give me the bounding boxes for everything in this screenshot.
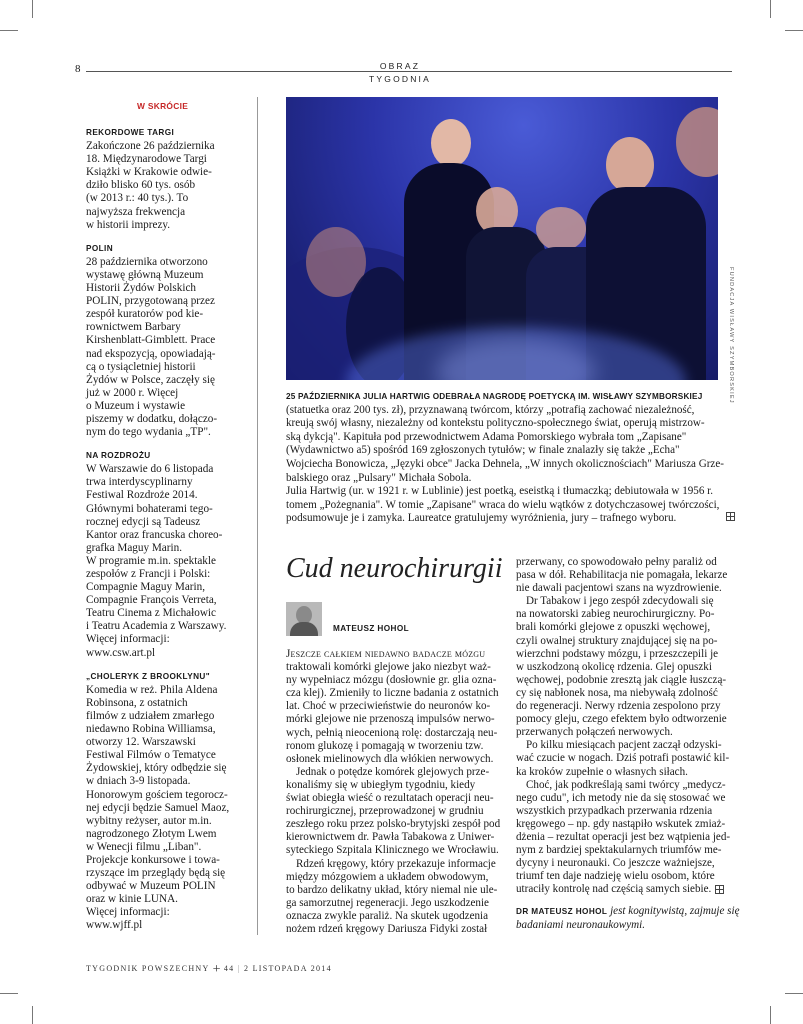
brief-line: Festiwal Filmów o Tematyce [86, 749, 216, 762]
brief-link[interactable]: www.csw.art.pl [86, 646, 156, 659]
brief-line: Compagnie François Verreta, [86, 594, 217, 607]
brief-line: o Muzeum i wystawie [86, 399, 186, 412]
article-line: wych, pełnią nieocenioną rolę: dostarczają neu- [286, 726, 498, 739]
article-line: lat. Choć w przeciwieństwie do neuronów ko- [286, 700, 491, 713]
sidebar-label: W SKRÓCIE [137, 101, 189, 111]
caption-line: ską dykcją". Kapituła pod przewodnictwem Adama Pomorskiego wybrała tom „Zapisane" [286, 430, 687, 443]
crop-mark [0, 993, 18, 994]
crop-mark [32, 1006, 33, 1024]
brief-heading: NA ROZDROŻU [86, 451, 151, 461]
column-divider [257, 97, 258, 935]
brief-line: już w 2000 r. Więcej [86, 386, 179, 399]
article-line: kręgowego – np. gdy nastąpiło wskutek zmiaż- [516, 817, 726, 830]
plus-icon: + [212, 962, 221, 977]
caption-line: balskiego oraz „Pulsary" Michała Sobola. [286, 471, 472, 484]
brief-heading: „CHOLERYK Z BROOKLYNU" [86, 671, 210, 681]
article-line: między mózgowiem a układem obwodowym, [286, 870, 489, 883]
article-line: syteckiego Szpitala Klinicznego we Wrocławiu. [286, 844, 499, 857]
brief-line: niedawno Robina Williamsa, [86, 723, 216, 736]
article-column-1 [286, 648, 499, 936]
article-title: Cud neurochirurgii [286, 553, 503, 584]
article-line: osłonek mielinowych dla włókien nerwowych. [286, 752, 494, 765]
section-label-bottom: TYGODNIA [369, 74, 431, 84]
article-line: ny wypełniacz mózgu (dosłownie gr. glia ozna- [286, 674, 497, 687]
article-line: Jeszcze całkiem niedawno badacze mózgu [286, 648, 486, 660]
article-line: konaliśmy się w ubiegłym tygodniu, kiedy [286, 778, 476, 791]
brief-line: oraz w kinie LUNA. [86, 893, 178, 906]
brief-line: Robinsona, z ostatnich [86, 696, 188, 709]
article-line: nożem rdzeń kręgowy Dariusza Fidyki został [286, 922, 488, 935]
brief-line: nej edycji będzie Samuel Maoz, [86, 801, 230, 814]
brief-heading: REKORDOWE TARGI [86, 128, 175, 137]
brief-line: piszemy w dodatku, dołączo- [86, 412, 218, 425]
brief-line: otworzy 12. Warszawski [86, 736, 196, 749]
article-author: MATEUSZ HOHOL [333, 624, 410, 633]
brief-choleryk [86, 670, 236, 933]
article-line: Po kilku miesiącach pacjent zaczął odzyski- [526, 739, 722, 752]
brief-line: (w 2013 r.: 40 tys.). To [86, 192, 189, 205]
article-line: ka kroków zupełnie o własnych siłach. [516, 765, 688, 778]
author-photo [286, 602, 322, 636]
separator-icon: | [237, 964, 241, 973]
page-number: 8 [75, 63, 81, 75]
brief-line: Honorowym gościem tegorocz- [86, 788, 228, 801]
crop-mark [770, 1006, 771, 1024]
brief-link[interactable]: www.wjff.pl [86, 919, 143, 932]
footer-publication: TYGODNIK POWSZECHNY [86, 964, 210, 973]
article-line: nym z bardziej spektakularnych triumfów me- [516, 844, 722, 857]
brief-line: Komedia w reż. Phila Aldena [86, 683, 218, 696]
article-line: utraciły kontrolę nad częścią samych siebie. [516, 883, 712, 896]
article-line: wać czucie w nogach. Dziś potrafi postawić kil- [516, 752, 730, 765]
article-line: brali komórki glejowe z opuszki węchowej, [516, 621, 711, 634]
article-line: cy się nabłonek nosa, ma niebywałą zdolność [516, 686, 718, 699]
brief-line: W Warszawie do 6 listopada [86, 463, 214, 476]
photo-caption [286, 390, 732, 526]
brief-line: Kantor oraz francuska choreo- [86, 528, 223, 541]
author-bio [516, 905, 740, 918]
brief-line: w Wenecji filmu „Liban". [86, 840, 202, 853]
crop-mark [32, 0, 33, 18]
brief-polin [86, 242, 236, 439]
brief-line: i Teatru Academia z Warszawy. [86, 620, 227, 633]
article-line: nego cudu", ich metody nie da się stosować we [516, 791, 726, 804]
brief-line: wybitny reżyser, autor m.in. [86, 814, 212, 827]
brief-line: najwyższa frekwencja [86, 205, 186, 218]
article-line: ronom glukozę i pomagają w tworzeniu tzw. [286, 739, 484, 752]
article-line: triumf ten daje nadzieję wielu osobom, które [516, 870, 715, 883]
article-line: nie dawali pacjentowi szans na wyzdrowienie. [516, 582, 722, 595]
caption-line: (Wydawnictwo a5) spośród 169 zgłoszonych tytułów; w finale znalazły się także „Echa" [286, 444, 680, 457]
brief-line: Kirshenblatt-Gimblett. Prace [86, 334, 216, 347]
article-line: w uszkodzoną okolicę rdzenia. Glej opuszki [516, 660, 712, 673]
brief-line: trwa interdyscyplinarny [86, 476, 193, 489]
award-ceremony-photo [286, 97, 718, 380]
caption-line: Wojciecha Bonowicza, „Języki obce" Jacka Dehnela, „W innych okolicznościach" Mariusza Grze- [286, 457, 724, 470]
article-line: to bardzo delikatny układ, który niemal nie ule- [286, 883, 498, 896]
brief-line: nym do tego wydania „TP". [86, 426, 211, 439]
article-line: zeszłego roku przez polsko-brytyjski zespół pod [286, 818, 501, 831]
brief-line: Teatru Cinema z Michałowic [86, 607, 216, 620]
brief-line: rocznej edycji są Tadeusz [86, 515, 201, 528]
bio-text: badaniami neuronaukowymi. [516, 918, 646, 931]
article-line: pomocy gleju, czego efektem było odtworzenie [516, 713, 727, 726]
end-mark-icon [726, 512, 735, 521]
brief-line: w dniach 3-9 listopada. [86, 775, 191, 788]
sidebar-briefs [86, 126, 236, 943]
page-footer [86, 962, 332, 978]
crop-mark [770, 0, 771, 18]
caption-line: (statuetka oraz 200 tys. zł), przyznawaną twórcom, którzy „potrafią zachować niezależność, [286, 403, 695, 416]
article-line: pasa w dół. Rehabilitacja nie pomagała, lekarze [516, 569, 728, 582]
brief-line: zespołów z Francji i Polski: [86, 568, 211, 580]
brief-line: POLIN, przygotowaną przez [86, 295, 215, 308]
brief-line: Zakończone 26 października [86, 140, 215, 153]
article-line: Rdzeń kręgowy, który przekazuje informacje [296, 857, 496, 870]
brief-rozdroze [86, 449, 236, 660]
article-line: kierownictwem dr. Pawła Tabakowa z Uniwer- [286, 831, 495, 844]
brief-line: 28 października otworzono [86, 255, 208, 268]
end-mark-icon [715, 885, 724, 894]
article-line: świat obiegła wieść o rezultatach operacji neu- [286, 792, 494, 805]
article-line: ga samorzutnej regeneracji. Jego uszkodzenie [286, 896, 489, 909]
article-column-2 [516, 556, 740, 932]
article-line: na nowatorski zabieg neurochirurgiczny. Po- [516, 608, 715, 621]
brief-line: nagrodzonego Złotym Lwem [86, 827, 217, 840]
brief-line: Projekcje konkursowe i towa- [86, 853, 220, 866]
brief-line: nad ekspozycją, opowiadają- [86, 347, 216, 360]
brief-line: Compagnie Maguy Marin, [86, 581, 206, 594]
brief-line: Więcej informacji: [86, 906, 170, 919]
article-line: cza klej). Zmieniły to liczne badania z ostatnich [286, 687, 499, 700]
brief-line: grafka Maguy Marin. [86, 541, 182, 554]
article-line: dżenia – rezultat operacji jest bez wątpienia jed- [516, 830, 731, 843]
article-line: Dr Tabakow i jego zespół zdecydowali się [526, 595, 714, 608]
article-line: rochirurgicznej, przeprowadzonej w grudniu [286, 805, 484, 818]
brief-line: Historii Żydów Polskich [86, 282, 197, 295]
brief-line: rzyszące im przeglądy będą się [86, 867, 226, 880]
brief-line: Żydowskiej, który odbędzie się [86, 762, 227, 775]
brief-line: Żydów w Polsce, zaczęły się [86, 373, 215, 386]
article-line: wszystkich przypadkach przerwania rdzenia [516, 804, 713, 817]
brief-line: rownictwem Barbary [86, 321, 181, 334]
brief-line: W programie m.in. spektakle [86, 554, 216, 567]
article-line: Jednak o potędze komórek glejowych prze- [296, 765, 490, 778]
article-line: węchowej, podobnie zresztą jak ciągle łuszczą- [516, 673, 727, 686]
article-line: wierzchni podstawy mózgu, i przeszczepili je [516, 647, 719, 660]
photo-credit: FUNDACJA WISŁAWY SZYMBORSKIEJ [728, 267, 734, 404]
article-line: mórki glejowe nie przenoszą impulsów nerwo- [286, 713, 495, 726]
caption-line: kreują swój własny, niezależny od kontekstu polityczno-społecznego świat, operują mistrzow- [286, 417, 705, 430]
article-line: traktowali komórki glejowe jako niezbyt waż- [286, 661, 491, 674]
brief-line: zespół kuratorów pod kie- [86, 308, 204, 321]
article-line: przerwany, co spowodowało pełny paraliż od [516, 556, 717, 568]
brief-heading: POLIN [86, 243, 114, 253]
caption-line: tomem „Pożegnania". W tomie „Zapisane" wraca do wielu wątków z dotychczasowej twórczości, [286, 498, 720, 511]
bio-text: jest kognitywistą, zajmuje się [610, 905, 740, 918]
caption-line: podsumowuje je i zamyka. Laureatce gratulujemy wyróżnienia, jury – trafnego wyboru. [286, 512, 677, 525]
brief-line: w historii imprezy. [86, 218, 171, 231]
article-line: oznacza zwykle paraliż. Na skutek ugodzenia [286, 909, 489, 922]
brief-line: Głównymi bohaterami tego- [86, 502, 213, 515]
footer-date: 2 LISTOPADA 2014 [243, 964, 332, 973]
section-label-top: OBRAZ [379, 61, 421, 71]
bio-name: DR MATEUSZ HOHOL [516, 907, 608, 917]
brief-line: filmów z udziałem zmarłego [86, 709, 215, 722]
brief-line: Więcej informacji: [86, 633, 170, 646]
brief-line: wystawę główną Muzeum [86, 268, 204, 281]
brief-line: cą o tysiącletniej historii [86, 360, 196, 373]
caption-line: Julia Hartwig (ur. w 1921 r. w Lublinie) jest poetką, eseistką i tłumaczką; debiutowała w 1956 r. [286, 485, 714, 498]
article-line: dycyny i neuronauki. Co jeszcze ważniejsze, [516, 857, 715, 870]
brief-line: dziło blisko 60 tys. osób [86, 179, 196, 192]
crop-mark [0, 30, 18, 31]
crop-mark [785, 30, 803, 31]
caption-lead: 25 PAŹDZIERNIKA JULIA HARTWIG ODEBRAŁA NAGRODĘ POETYCKĄ IM. WISŁAWY SZYMBORSKIEJ [286, 392, 703, 401]
brief-line: odbywać w Muzeum POLIN [86, 880, 216, 893]
footer-issue: 44 [223, 964, 235, 973]
article-line: czyli owalnej struktury znajdującej się na po- [516, 634, 718, 647]
article-line: do regeneracji. Nerwy rdzenia zespolono przy [516, 700, 721, 713]
brief-line: 18. Międzynarodowe Targi [86, 153, 207, 166]
brief-line: Festiwal Rozdroże 2014. [86, 489, 198, 502]
article-line: przerwanych połączeń nerwowych. [516, 726, 673, 739]
brief-targi [86, 126, 236, 232]
crop-mark [785, 993, 803, 994]
article-line: Choć, jak podkreślają sami twórcy „medycz- [526, 778, 726, 791]
brief-line: Książki w Krakowie odwie- [86, 166, 212, 179]
header-rule [86, 71, 732, 72]
